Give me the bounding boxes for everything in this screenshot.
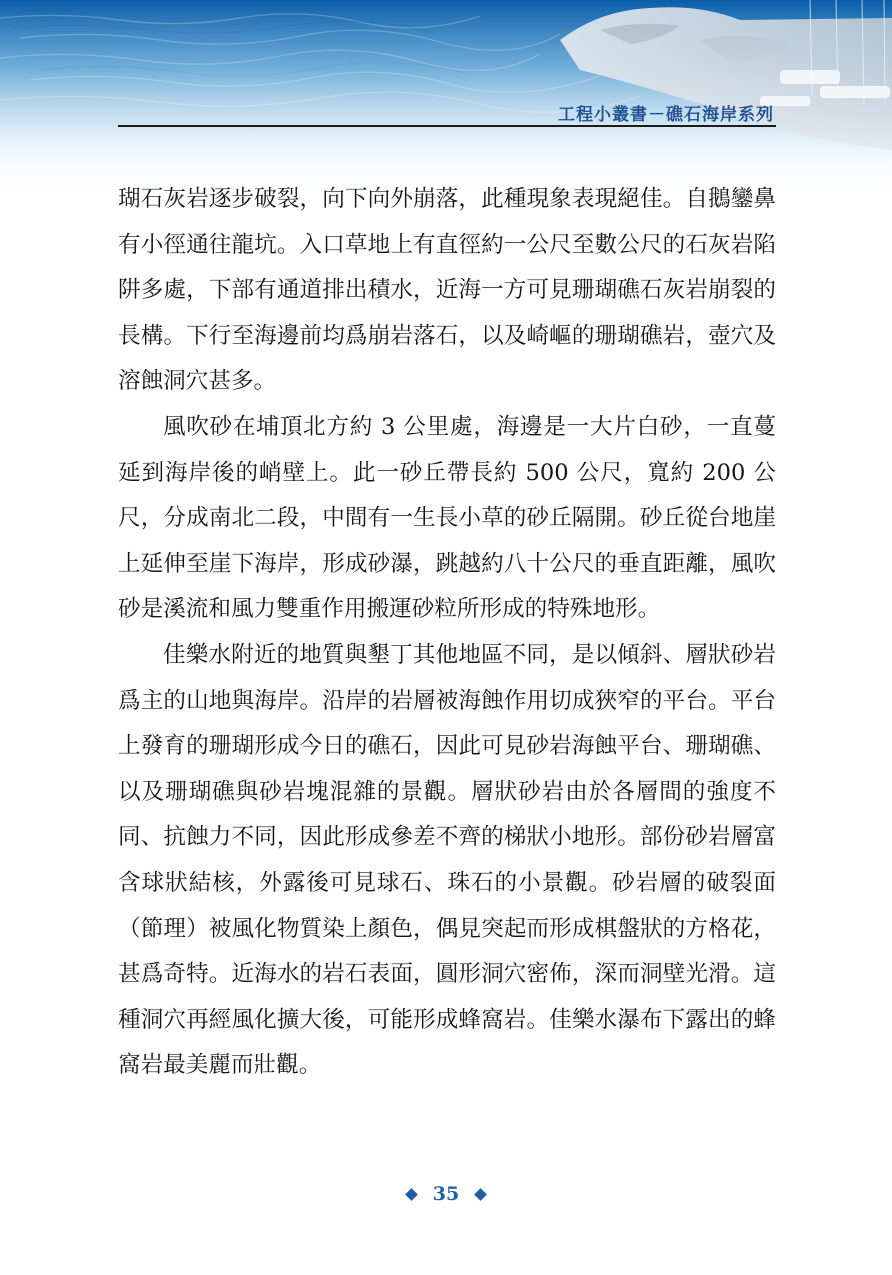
diamond-right-icon (474, 1188, 487, 1201)
paragraph-fengchuisha: 風吹砂在埔頂北方約 3 公里處，海邊是一大片白砂，一直蔓延到海岸後的峭壁上。此一砂丘帶長約 500 公尺，寬約 200 公尺，分成南北二段，中間有一生長小草的砂丘隔開。砂丘從台地崖上延伸至崖下海岸，形成砂瀑，跳越約八十公尺的垂直距離，風吹砂是溪流和風力雙重作用搬運砂粒所形成的特殊地形。 (118, 413, 776, 623)
diamond-left-icon (405, 1188, 418, 1201)
article-body (118, 177, 776, 1089)
page-footer (0, 1182, 892, 1205)
paragraph-longkeng: 瑚石灰岩逐步破裂，向下向外崩落，此種現象表現絕佳。自鵝鑾鼻有小徑通往龍坑。入口草地上有直徑約一公尺至數公尺的石灰岩陷阱多處，下部有通道排出積水，近海一方可見珊瑚礁石灰岩崩裂的長構。下行至海邊前均爲崩岩落石，以及崎嶇的珊瑚礁岩，壺穴及溶蝕洞穴甚多。 (118, 186, 776, 395)
series-title: 工程小叢書－礁石海岸系列 (558, 105, 774, 125)
paragraph-jialeshui: 佳樂水附近的地質與墾丁其他地區不同，是以傾斜、層狀砂岩爲主的山地與海岸。沿岸的岩層被海蝕作用切成狹窄的平台。平台上發育的珊瑚形成今日的礁石，因此可見砂岩海蝕平台、珊瑚礁、以及珊瑚礁與砂岩塊混雜的景觀。層狀砂岩由於各層間的強度不同、抗蝕力不同，因此形成參差不齊的梯狀小地形。部份砂岩層富含球狀結核，外露後可見球石、珠石的小景觀。砂岩層的破裂面（節理）被風化物質染上顏色，偶見突起而形成棋盤狀的方格花，甚爲奇特。近海水的岩石表面，圓形洞穴密佈，深而洞壁光滑。這種洞穴再經風化擴大後，可能形成蜂窩岩。佳樂水瀑布下露出的蜂窩岩最美麗而壯觀。 (118, 641, 776, 1079)
page-number: 35 (432, 1183, 460, 1205)
header-divider (118, 125, 776, 127)
